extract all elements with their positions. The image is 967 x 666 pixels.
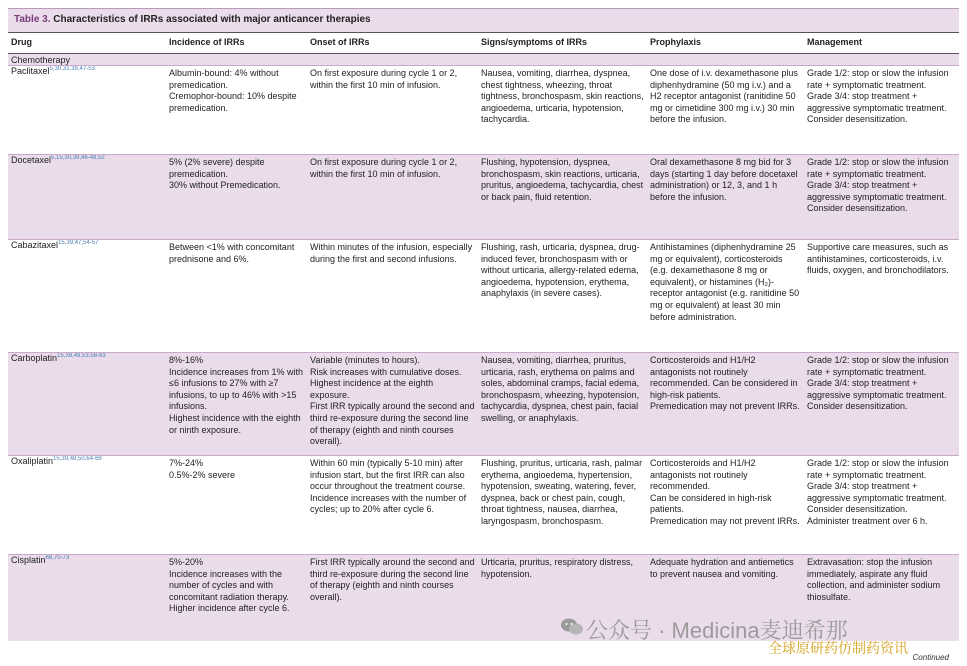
management-text: Consider desensitization. xyxy=(807,203,908,214)
reference-link[interactable]: 5,15,30,39,46-48,52 xyxy=(51,155,105,161)
incidence-text: Albumin-bound: 4% without premedication. xyxy=(169,68,279,90)
table-row xyxy=(8,240,959,353)
drug-cell xyxy=(8,456,166,555)
prophylaxis-text: Can be considered in high-risk patients. xyxy=(650,492,772,515)
drug-cell xyxy=(8,555,166,642)
incidence-text: 5% (2% severe) despite premedication. xyxy=(169,157,265,179)
incidence-text: Cremophor-bound: 10% despite premedication. xyxy=(169,91,297,113)
reference-link[interactable]: 15,39,49,53,58-63 xyxy=(57,353,106,359)
drug-cell xyxy=(8,66,166,155)
wechat-icon xyxy=(560,616,584,638)
incidence-text: 5%-20% xyxy=(169,557,204,567)
incidence-text: Incidence increases from 1% with ≤6 infusions to 27% with ≥7 infusions, to up to 46% with >15 infusions. xyxy=(169,366,304,412)
management-text: Supportive care measures, such as antihistamines, corticosteroids, i.v. fluids, oxygen, and bronchodilators. xyxy=(807,242,949,276)
drug-name: Carboplatin xyxy=(11,353,58,363)
signs-text: Flushing, rash, urticaria, dyspnea, drug-induced fever, bronchospasm with or without urticaria, allergy-related edema, angioedema, hypotension, erythema, anaphylaxis (in severe cases). xyxy=(481,242,640,299)
drug-cell xyxy=(8,155,166,240)
signs-cell xyxy=(478,456,647,555)
drug-name: Cisplatin xyxy=(11,555,46,565)
onset-text: Highest incidence at the eighth exposure. xyxy=(310,378,434,400)
prophylaxis-cell xyxy=(647,155,804,240)
signs-text: Nausea, vomiting, diarrhea, dyspnea, chest tightness, wheezing, throat tightness, bronchospasm, skin reactions, angioedema, urticaria, hypotension, tachycardia. xyxy=(481,68,644,125)
reference-link[interactable]: 68,70-73 xyxy=(45,555,70,561)
prophylaxis-cell xyxy=(647,456,804,555)
management-text: Extravasation: stop the infusion immediately, aspirate any fluid collection, and administer sodium thiosulfate. xyxy=(807,557,941,602)
irr-table xyxy=(8,32,959,641)
prophylaxis-text: Oral dexamethasone 8 mg bid for 3 days (starting 1 day before docetaxel administration) or 12, 3, and 1 h before the infusion. xyxy=(650,157,798,202)
prophylaxis-text: Adequate hydration and antiemetics to prevent nausea and vomiting. xyxy=(650,557,794,579)
management-text: Grade 3/4: stop treatment + aggressive symptomatic treatment. xyxy=(807,91,947,113)
incidence-cell xyxy=(166,155,307,240)
management-cell xyxy=(804,353,959,456)
onset-text: On first exposure during cycle 1 or 2, within the first 10 min of infusion. xyxy=(310,157,458,179)
onset-text: On first exposure during cycle 1 or 2, within the first 10 min of infusion. xyxy=(310,68,458,90)
header-signs: Signs/symptoms of IRRs xyxy=(478,33,647,54)
prophylaxis-cell xyxy=(647,66,804,155)
prophylaxis-text: Premedication may not prevent IRRs. xyxy=(650,401,800,412)
incidence-cell xyxy=(166,555,307,642)
onset-cell xyxy=(307,66,478,155)
incidence-text: 7%-24% xyxy=(169,458,204,468)
incidence-text: Highest incidence with the eighth or ninth exposure. xyxy=(169,412,301,435)
incidence-cell xyxy=(166,66,307,155)
signs-cell xyxy=(478,240,647,353)
table-caption-bar xyxy=(8,8,959,32)
header-onset: Onset of IRRs xyxy=(307,33,478,54)
incidence-text: Incidence increases with the number of cycles and with concomitant radiation therapy. xyxy=(169,568,289,602)
onset-cell xyxy=(307,555,478,642)
onset-text: Risk increases with cumulative doses. xyxy=(310,366,462,377)
management-text: Grade 3/4: stop treatment + aggressive symptomatic treatment. xyxy=(807,180,947,202)
prophylaxis-text: Antihistamines (diphenhydramine 25 mg or equivalent), corticosteroids (e.g. dexamethasone 8 mg or equivalent), or histamines (H₂)-receptor antagonist (e.g. ranitidine 50 mg or equivalent) at least 30 min before administration. xyxy=(650,242,800,322)
onset-text: Within 60 min (typically 5-10 min) after infusion start, but the first IRR can also occur throughout the treatment course. xyxy=(310,458,466,492)
table-row xyxy=(8,456,959,555)
continued-label: Continued xyxy=(912,653,949,662)
table-body xyxy=(8,54,959,642)
management-text: Consider desensitization. xyxy=(807,504,908,515)
reference-link[interactable]: 15,39,48,50,64-69 xyxy=(53,456,102,462)
prophylaxis-text: One dose of i.v. dexamethasone plus diphenhydramine (50 mg i.v.) and a H2 receptor antagonist (ranitidine 50 mg or cimetidine 300 mg i.v.) 30 min before the infusion. xyxy=(650,68,798,125)
onset-text: First IRR typically around the second and third re-exposure during the second line of therapy (eighth and ninth courses overall). xyxy=(310,401,475,447)
incidence-cell xyxy=(166,353,307,456)
drug-name: Paclitaxel xyxy=(11,66,50,76)
table-row xyxy=(8,155,959,240)
signs-text: Flushing, pruritus, urticaria, rash, palmar erythema, angioedema, hypertension, hypotension, sweating, watering, fever, dyspnea, back or chest pain, cough, throat tightness, nausea, diarrhea, laryngospasm, bronchospasm. xyxy=(481,458,643,526)
incidence-text: 8%-16% xyxy=(169,355,204,365)
watermark-text: 公众号 · Medicina麦迪希那 xyxy=(586,618,848,643)
onset-cell xyxy=(307,240,478,353)
signs-cell xyxy=(478,66,647,155)
management-text: Grade 1/2: stop or slow the infusion rate + symptomatic treatment. xyxy=(807,355,949,377)
management-cell xyxy=(804,456,959,555)
table-row xyxy=(8,66,959,155)
management-text: Administer treatment over 6 h. xyxy=(807,515,928,526)
incidence-cell xyxy=(166,240,307,353)
table-row xyxy=(8,353,959,456)
drug-cell xyxy=(8,240,166,353)
header-management: Management xyxy=(804,33,959,54)
section-label: Chemotherapy xyxy=(8,54,959,66)
incidence-text: Between <1% with concomitant prednisone and 6%. xyxy=(169,242,295,264)
incidence-cell xyxy=(166,456,307,555)
drug-name: Oxaliplatin xyxy=(11,456,54,466)
management-cell xyxy=(804,66,959,155)
onset-text: Variable (minutes to hours). xyxy=(310,355,420,365)
signs-cell xyxy=(478,155,647,240)
onset-cell xyxy=(307,353,478,456)
reference-link[interactable]: 5,30,31,39,47-53 xyxy=(49,66,95,72)
table-caption: Characteristics of IRRs associated with major anticancer therapies xyxy=(53,14,371,25)
management-cell xyxy=(804,155,959,240)
incidence-text: 0.5%-2% severe xyxy=(169,469,236,480)
signs-text: Nausea, vomiting, diarrhea, pruritus, urticaria, rash, erythema on palms and soles, abdominal cramps, facial edema, bronchospasm, wheezing, hypotension, tachycardia, dyspnea, chest pain, facial swelling, or anaphylaxis. xyxy=(481,355,640,423)
header-drug: Drug xyxy=(8,33,166,54)
prophylaxis-text: Corticosteroids and H1/H2 antagonists not routinely recommended. xyxy=(650,458,756,492)
management-text: Consider desensitization. xyxy=(807,114,908,125)
prophylaxis-text: Corticosteroids and H1/H2 antagonists not routinely recommended. Can be considered in high-risk patients. xyxy=(650,355,798,400)
management-text: Grade 3/4: stop treatment + aggressive symptomatic treatment. xyxy=(807,378,947,400)
incidence-text: Higher incidence after cycle 6. xyxy=(169,603,290,614)
management-text: Grade 1/2: stop or slow the infusion rate + symptomatic treatment. xyxy=(807,157,949,179)
prophylaxis-cell xyxy=(647,353,804,456)
management-text: Grade 3/4: stop treatment + aggressive symptomatic treatment. xyxy=(807,481,947,503)
signs-text: Urticaria, pruritus, respiratory distress, hypotension. xyxy=(481,557,634,579)
drug-name: Cabazitaxel xyxy=(11,240,59,250)
signs-text: Flushing, hypotension, dyspnea, bronchospasm, skin reactions, urticaria, pruritus, angioedema, tachycardia, chest or back pain, fluid retention. xyxy=(481,157,644,202)
management-cell xyxy=(804,240,959,353)
onset-cell xyxy=(307,456,478,555)
header-incidence: Incidence of IRRs xyxy=(166,33,307,54)
onset-text: Within minutes of the infusion, especially during the first and second infusions. xyxy=(310,242,473,264)
reference-link[interactable]: 15,39,47,54-57 xyxy=(58,240,99,246)
onset-text: Incidence increases with the number of cycles; up to 20% after cycle 6. xyxy=(310,492,467,515)
management-text: Grade 1/2: stop or slow the infusion rate + symptomatic treatment. xyxy=(807,68,949,90)
onset-text: First IRR typically around the second and third re-exposure during the second line of therapy (eighth and ninth courses overall). xyxy=(310,557,475,602)
section-row xyxy=(8,54,959,66)
incidence-text: 30% without Premedication. xyxy=(169,180,281,191)
onset-cell xyxy=(307,155,478,240)
table-label: Table 3. xyxy=(14,14,51,25)
prophylaxis-text: Premedication may not prevent IRRs. xyxy=(650,515,800,526)
management-text: Grade 1/2: stop or slow the infusion rate + symptomatic treatment. xyxy=(807,458,949,480)
header-prophylaxis: Prophylaxis xyxy=(647,33,804,54)
signs-cell xyxy=(478,353,647,456)
drug-cell xyxy=(8,353,166,456)
table-header-row xyxy=(8,33,959,54)
management-text: Consider desensitization. xyxy=(807,401,908,412)
prophylaxis-cell xyxy=(647,240,804,353)
drug-name: Docetaxel xyxy=(11,155,52,165)
watermark-subtext: 全球原研药仿制药资讯 xyxy=(768,640,908,656)
